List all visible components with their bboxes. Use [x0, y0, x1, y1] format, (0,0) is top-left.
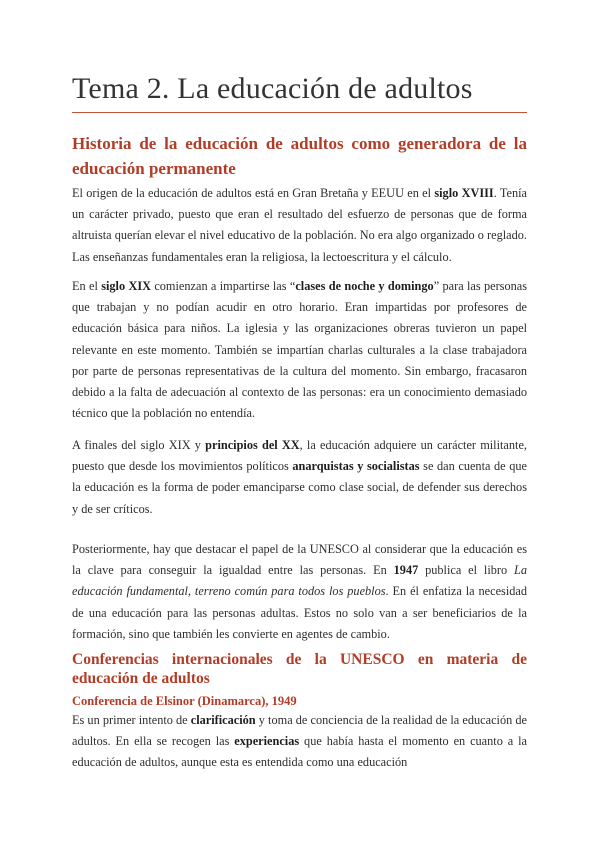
paragraph-siglo-xix: En el siglo XIX comienzan a impartirse las “clases de noche y domingo” para las personas que trabajan y no podían acudir en otro horario. Eran impartidas por profesores de educación básica para niños. La iglesia y las organizaciones obreras tuvieron un papel relevante en este momento. También se impartían charlas culturales a la clase trabajadora por parte de personas representativas de la cultura del momento. Sin embargo, fracasaron debido a la falta de adecuación al contexto de las personas: era un conocimiento demasiado técnico que la población no entendía.: [72, 279, 527, 421]
page-title: Tema 2. La educación de adultos: [72, 72, 527, 113]
section-heading-history: Historia de la educación de adultos como generadora de la educación permanente: [72, 134, 527, 178]
paragraph-unesco: Posteriormente, hay que destacar el papel de la UNESCO al considerar que la educación es la clave para conseguir la igualdad entre las personas. En 1947 publica el libro La educación fundamental, terreno común para todos los pueblos. En él enfatiza la necesidad de una educación para las personas adultas. Estos no solo van a ser beneficiarios de la formación, sino que también les convierte en agentes de cambio.: [72, 542, 527, 641]
paragraph-origin: El origen de la educación de adultos está en Gran Bretaña y EEUU en el siglo XVIII. Tenía un carácter privado, puesto que eran el resultado del esfuerzo de personas que de forma altruista querían elevar el nivel educativo de la población. No era algo organizado o reglado. Las enseñanzas fundamentales eran la religiosa, la lectoescritura y el cálculo.: [72, 186, 527, 264]
paragraph-elsinor: Es un primer intento de clarificación y toma de conciencia de la realidad de la educación de adultos. En ella se recogen las experiencias que había hasta el momento en cuanto a la educación de adultos, aunque esta es entendida como una educación: [72, 713, 527, 770]
section-heading-conferencias: Conferencias internacionales de la UNESCO en materia de educación de adultos: [72, 651, 527, 687]
paragraph-siglo-xx: A finales del siglo XIX y principios del XX, la educación adquiere un carácter militante, puesto que desde los movimientos políticos anarquistas y socialistas se dan cuenta de que la educación es la forma de poder emanciparse como clase social, de defender sus derechos y de ser críticos.: [72, 438, 527, 516]
subheading-elsinor: Conferencia de Elsinor (Dinamarca), 1949: [72, 694, 297, 708]
